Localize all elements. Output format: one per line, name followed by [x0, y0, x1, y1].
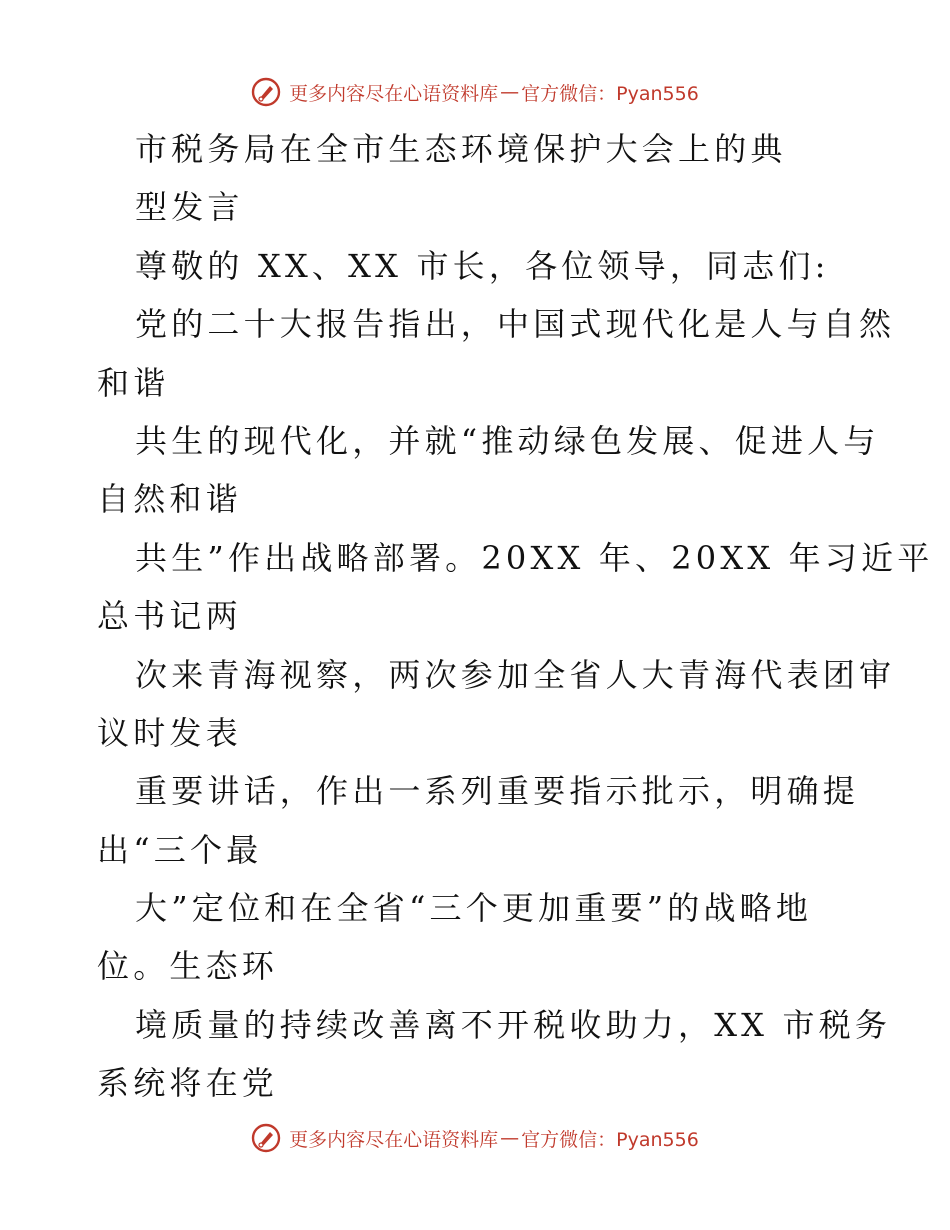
banner-text: 更多内容尽在心语资料库 [289, 82, 499, 105]
text-line: 议时发表 [97, 713, 242, 752]
document-body [97, 120, 934, 1113]
text-line: 共生”作出战略部署。20XX 年、20XX 年习近平 [135, 538, 934, 577]
banner-text: 更多内容尽在心语资料库 [289, 1128, 499, 1151]
text-line: 型发言 [135, 188, 244, 227]
text-line: 市税务局在全市生态环境保护大会上的典 [135, 130, 787, 168]
pen-nib-circle-icon [251, 1123, 281, 1153]
text-line: 位。生态环 [97, 947, 279, 986]
text-line: 尊敬的 XX、XX 市长，各位领导，同志们: [135, 246, 830, 285]
text-line: 党的二十大报告指出，中国式现代化是人与自然 [135, 305, 896, 344]
banner-wechat: 官方微信：Pyan556 [521, 1128, 699, 1151]
text-line: 自然和谐 [97, 480, 242, 519]
footer-banner [0, 1118, 950, 1158]
text-line: 总书记两 [97, 597, 242, 636]
text-line: 共生的现代化，并就“推动绿色发展、促进人与 [135, 421, 880, 460]
text-line: 境质量的持续改善离不开税收助力，XX 市税务 [135, 1005, 892, 1044]
text-line: 和谐 [97, 363, 170, 402]
banner-wechat: 官方微信：Pyan556 [521, 82, 699, 105]
banner-separator: — [500, 1127, 520, 1149]
text-line: 大”定位和在全省“三个更加重要”的战略地 [135, 889, 813, 928]
pen-nib-circle-icon [251, 77, 281, 107]
text-line: 出“三个最 [97, 830, 263, 869]
text-line: 系统将在党 [97, 1064, 279, 1103]
text-line: 重要讲话，作出一系列重要指示批示，明确提 [135, 772, 860, 811]
banner-separator: — [500, 81, 520, 103]
text-line: 次来青海视察，两次参加全省人大青海代表团审 [135, 655, 896, 694]
header-banner [0, 72, 950, 112]
